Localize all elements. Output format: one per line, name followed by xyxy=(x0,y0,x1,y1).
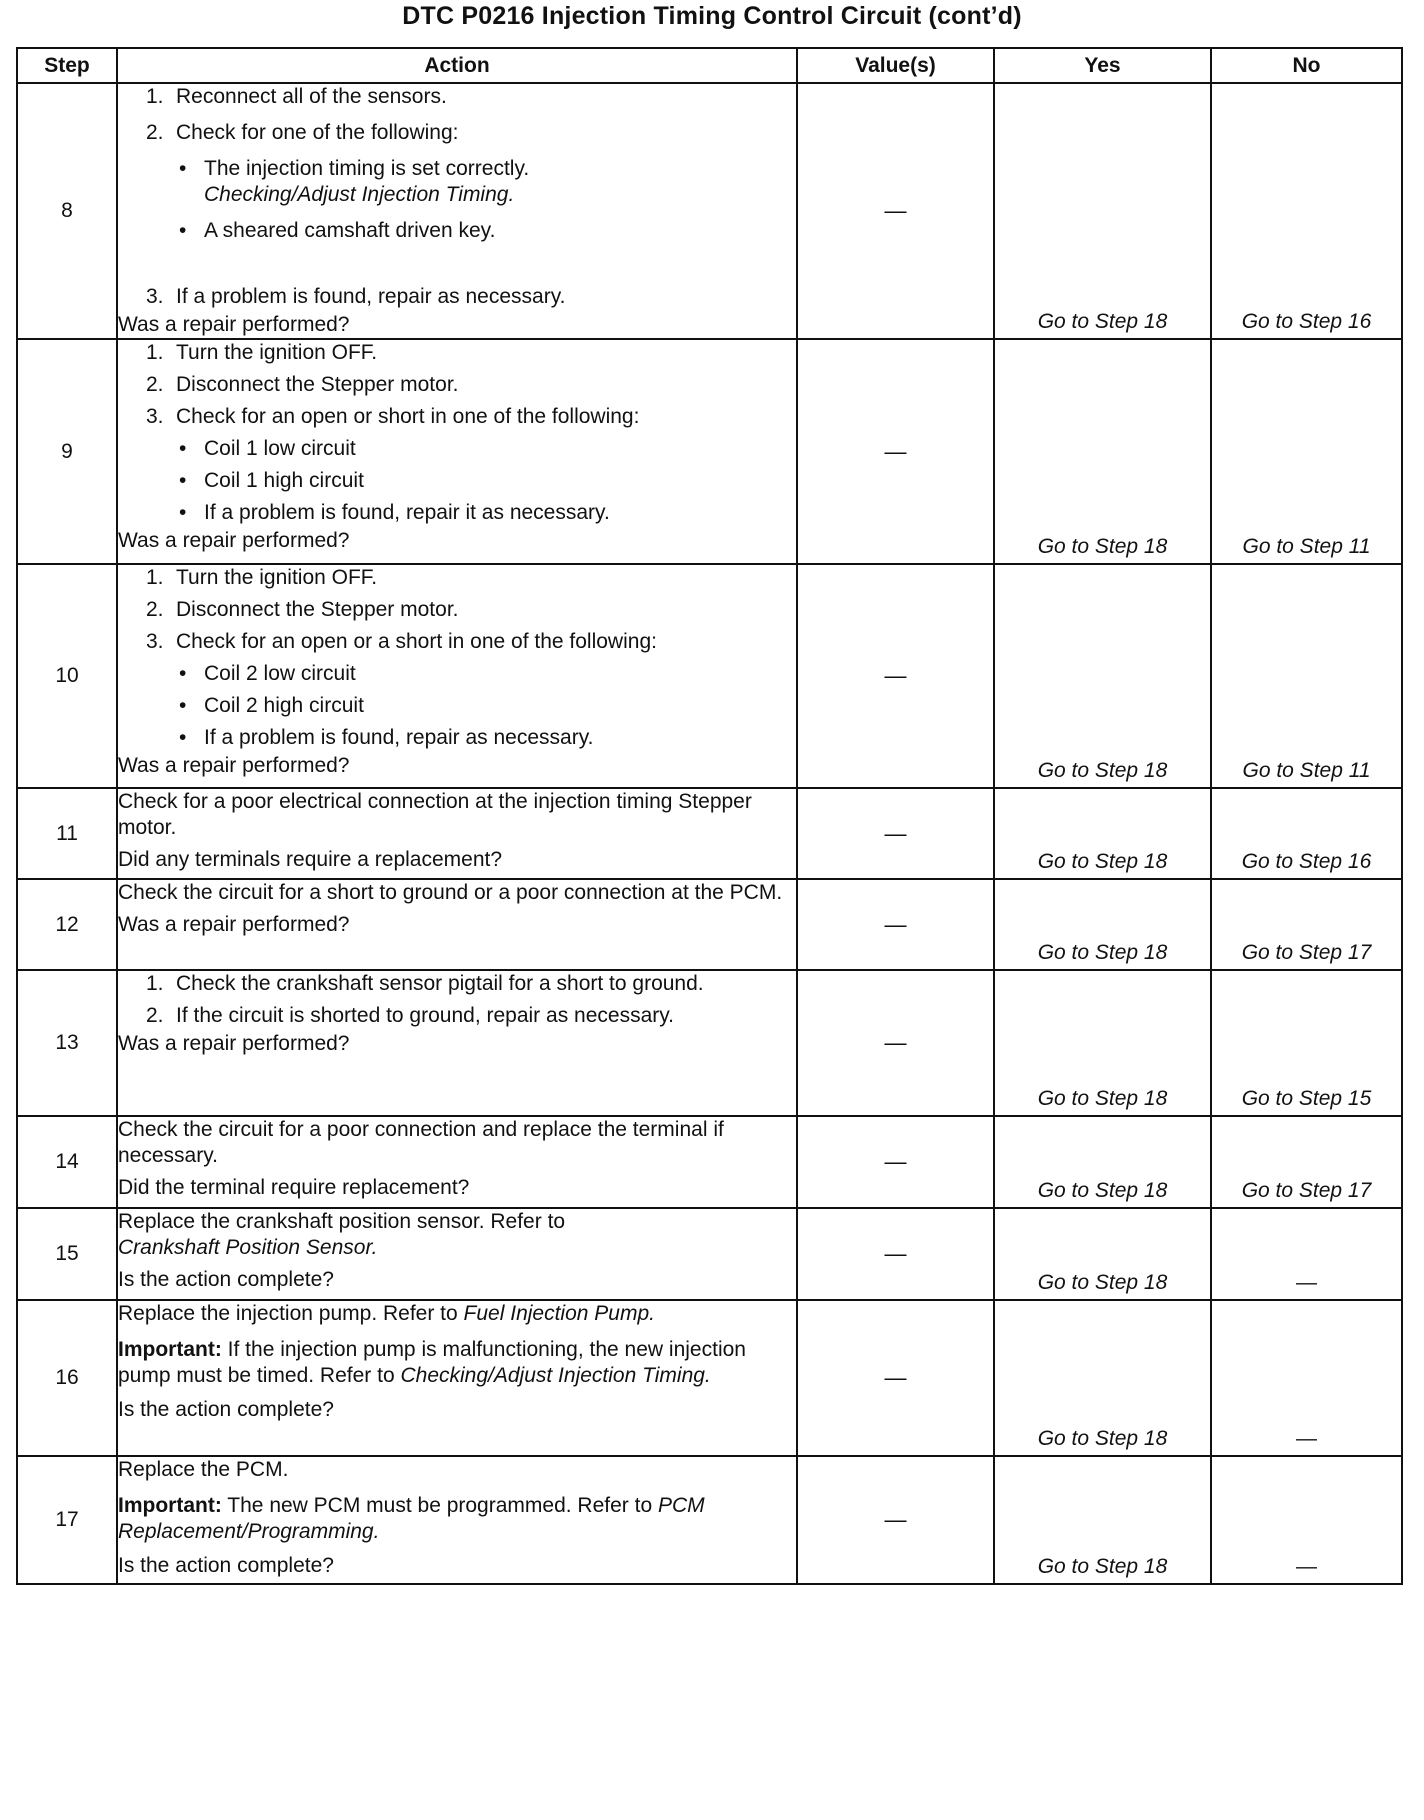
yes-goto: Go to Step 18 xyxy=(1037,941,1168,964)
no-goto: Go to Step 15 xyxy=(1241,1087,1372,1110)
yes-goto: Go to Step 18 xyxy=(1037,850,1168,873)
no-cell xyxy=(1211,1300,1402,1456)
yes-goto: Go to Step 18 xyxy=(1037,1271,1168,1294)
step-value: — xyxy=(797,1116,994,1208)
no-cell xyxy=(1211,564,1402,788)
no-goto: Go to Step 11 xyxy=(1242,535,1371,558)
step-value: — xyxy=(797,339,994,564)
bullet-item: • Coil 2 low circuit xyxy=(179,662,356,685)
header-row xyxy=(17,48,1402,83)
yes-cell xyxy=(994,1116,1211,1208)
page-title: DTC P0216 Injection Timing Control Circuit (cont’d) xyxy=(402,2,1022,30)
yes-goto: Go to Step 18 xyxy=(1037,1087,1168,1110)
no-goto: Go to Step 17 xyxy=(1241,1179,1372,1202)
reference-link: Fuel Injection Pump. xyxy=(463,1302,655,1325)
yes-cell xyxy=(994,788,1211,879)
action-text: Replace the injection pump. Refer to Fuel Injection Pump. xyxy=(118,1302,655,1325)
step-question: Did the terminal require replacement? xyxy=(118,1176,470,1199)
no-goto: Go to Step 16 xyxy=(1241,310,1372,333)
step-row-15 xyxy=(17,1208,1402,1300)
step-number: 10 xyxy=(17,564,117,788)
action-text: Check the circuit for a short to ground or a poor connection at the PCM. xyxy=(118,881,783,904)
step-value: — xyxy=(797,83,994,339)
reference-link: Checking/Adjust Injection Timing. xyxy=(400,1364,711,1387)
step-row-10 xyxy=(17,564,1402,788)
list-item: 2. Disconnect the Stepper motor. xyxy=(146,373,459,396)
no-cell xyxy=(1211,1456,1402,1584)
step-row-9 xyxy=(17,339,1402,564)
step-row-17 xyxy=(17,1456,1402,1584)
step-action xyxy=(117,1208,797,1300)
bullet-item: • Coil 1 low circuit xyxy=(179,437,356,460)
step-value: — xyxy=(797,1208,994,1300)
yes-goto: Go to Step 18 xyxy=(1037,1427,1168,1450)
step-value: — xyxy=(797,970,994,1116)
step-value: — xyxy=(797,1456,994,1584)
bullet-item: • Coil 2 high circuit xyxy=(179,694,364,717)
step-number: 12 xyxy=(17,879,117,970)
no-cell xyxy=(1211,339,1402,564)
step-number: 8 xyxy=(17,83,117,339)
yes-goto: Go to Step 18 xyxy=(1037,535,1168,558)
no-cell xyxy=(1211,83,1402,339)
action-text: Replace the PCM. xyxy=(118,1458,289,1481)
list-item: 1. Reconnect all of the sensors. xyxy=(146,85,447,108)
no-cell xyxy=(1211,1208,1402,1300)
yes-cell xyxy=(994,1208,1211,1300)
reference-link: Crankshaft Position Sensor. xyxy=(118,1236,378,1259)
no-goto: Go to Step 11 xyxy=(1242,759,1371,782)
step-number: 11 xyxy=(17,788,117,879)
bullet-item: • A sheared camshaft driven key. xyxy=(179,219,496,242)
no-goto: Go to Step 17 xyxy=(1241,941,1372,964)
list-item: 3. If a problem is found, repair as necessary. xyxy=(146,285,566,308)
yes-cell xyxy=(994,970,1211,1116)
step-row-13 xyxy=(17,970,1402,1116)
no-cell xyxy=(1211,1116,1402,1208)
step-action xyxy=(117,788,797,879)
header-step: Step xyxy=(17,48,117,83)
step-action xyxy=(117,970,797,1116)
no-goto: — xyxy=(1296,1555,1317,1578)
step-action xyxy=(117,1300,797,1456)
bullet-item: • If a problem is found, repair as necessary. xyxy=(179,726,594,749)
step-question: Is the action complete? xyxy=(118,1398,334,1421)
list-item: 3. Check for an open or short in one of the following: xyxy=(146,405,640,428)
step-question: Did any terminals require a replacement? xyxy=(118,848,503,871)
step-value: — xyxy=(797,788,994,879)
step-number: 13 xyxy=(17,970,117,1116)
yes-cell xyxy=(994,879,1211,970)
action-text: Replace the crankshaft position sensor. Refer to Crankshaft Position Sensor. xyxy=(118,1209,796,1261)
step-question: Was a repair performed? xyxy=(118,313,350,336)
yes-goto: Go to Step 18 xyxy=(1037,1179,1168,1202)
action-text: Check for a poor electrical connection at the injection timing Stepper motor. xyxy=(118,790,752,839)
list-item: 2. If the circuit is shorted to ground, repair as necessary. xyxy=(146,1004,675,1027)
step-row-8 xyxy=(17,83,1402,339)
header-no: No xyxy=(1211,48,1402,83)
step-question: Was a repair performed? xyxy=(118,754,350,777)
step-action xyxy=(117,879,797,970)
yes-cell xyxy=(994,83,1211,339)
step-action xyxy=(117,83,797,339)
list-item: 2. Disconnect the Stepper motor. xyxy=(146,598,459,621)
step-value: — xyxy=(797,1300,994,1456)
step-question: Is the action complete? xyxy=(118,1268,334,1291)
step-row-14 xyxy=(17,1116,1402,1208)
yes-cell xyxy=(994,1300,1211,1456)
no-cell xyxy=(1211,879,1402,970)
important-note: Important: The new PCM must be programmed. Refer to PCM Replacement/Programming. xyxy=(118,1494,705,1543)
step-row-12 xyxy=(17,879,1402,970)
yes-cell xyxy=(994,564,1211,788)
step-row-16 xyxy=(17,1300,1402,1456)
step-question: Was a repair performed? xyxy=(118,1032,350,1055)
no-cell xyxy=(1211,788,1402,879)
list-item: 2. Check for one of the following: xyxy=(146,121,459,144)
step-question: Was a repair performed? xyxy=(118,913,350,936)
step-value: — xyxy=(797,879,994,970)
step-number: 15 xyxy=(17,1208,117,1300)
step-row-11 xyxy=(17,788,1402,879)
list-item: 3. Check for an open or a short in one of the following: xyxy=(146,630,657,653)
yes-goto: Go to Step 18 xyxy=(1037,759,1168,782)
step-value: — xyxy=(797,564,994,788)
header-action: Action xyxy=(117,48,797,83)
yes-cell xyxy=(994,339,1211,564)
step-action xyxy=(117,564,797,788)
header-yes: Yes xyxy=(994,48,1211,83)
step-question: Was a repair performed? xyxy=(118,529,350,552)
yes-cell xyxy=(994,1456,1211,1584)
list-item: 1. Turn the ignition OFF. xyxy=(146,341,378,364)
bullet-item: • The injection timing is set correctly. Checking/Adjust Injection Timing. xyxy=(179,157,530,206)
diagnostic-table xyxy=(16,47,1403,1585)
yes-goto: Go to Step 18 xyxy=(1037,310,1168,333)
yes-goto: Go to Step 18 xyxy=(1037,1555,1168,1578)
list-item: 1. Turn the ignition OFF. xyxy=(146,566,378,589)
important-note: Important: If the injection pump is malfunctioning, the new injection pump must be timed. Refer to Checking/Adjust Injection Timing. xyxy=(118,1338,746,1387)
bullet-item: • Coil 1 high circuit xyxy=(179,469,364,492)
step-action xyxy=(117,1116,797,1208)
no-goto: — xyxy=(1296,1427,1317,1450)
no-goto: Go to Step 16 xyxy=(1241,850,1372,873)
list-item: 1. Check the crankshaft sensor pigtail for a short to ground. xyxy=(146,972,704,995)
step-action xyxy=(117,1456,797,1584)
no-cell xyxy=(1211,970,1402,1116)
step-number: 17 xyxy=(17,1456,117,1584)
header-values: Value(s) xyxy=(797,48,994,83)
step-number: 9 xyxy=(17,339,117,564)
step-number: 16 xyxy=(17,1300,117,1456)
step-question: Is the action complete? xyxy=(118,1554,334,1577)
reference-link: PCM Replacement/Programming. xyxy=(118,1494,705,1543)
step-number: 14 xyxy=(17,1116,117,1208)
no-goto: — xyxy=(1296,1271,1317,1294)
bullet-item: • If a problem is found, repair it as necessary. xyxy=(179,501,610,524)
step-action xyxy=(117,339,797,564)
action-text: Check the circuit for a poor connection and replace the terminal if necessary. xyxy=(118,1118,724,1167)
